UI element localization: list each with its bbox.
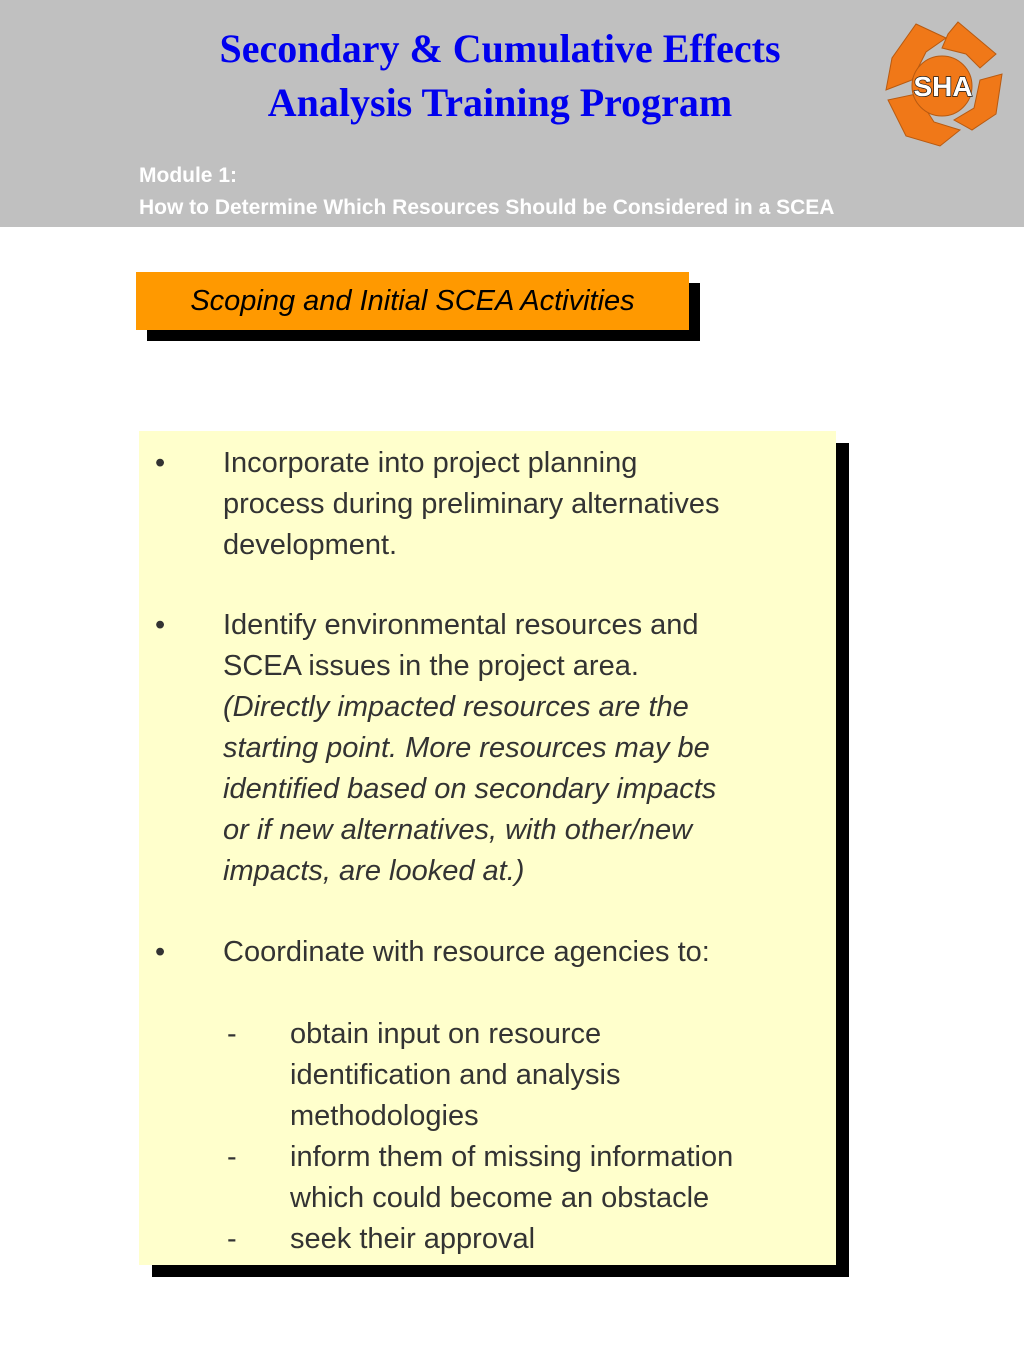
title-line-2: Analysis Training Program xyxy=(267,80,733,125)
bullet-2-note-line-2: starting point. More resources may be xyxy=(223,732,710,764)
bullet-3-line-1: Coordinate with resource agencies to: xyxy=(223,936,710,968)
sub-item-1-line-3: methodologies xyxy=(290,1100,479,1132)
bullet-2-line-2: SCEA issues in the project area. xyxy=(223,650,639,682)
content-box xyxy=(139,431,836,1265)
bullet-2-line-1: Identify environmental resources and xyxy=(223,609,699,641)
bullet-2-note-line-5: impacts, are looked at.) xyxy=(223,855,525,887)
sub-item-1-line-2: identification and analysis xyxy=(290,1059,621,1091)
slide-header xyxy=(0,0,1024,227)
module-subtitle xyxy=(139,160,834,224)
sub-item-1-line-1: obtain input on resource xyxy=(290,1018,602,1050)
bullet-marker: • xyxy=(155,609,166,641)
dash-marker: - xyxy=(227,1223,237,1255)
bullet-1-line-1: Incorporate into project planning xyxy=(223,447,638,479)
bullet-2-note-line-3: identified based on secondary impacts xyxy=(223,773,717,805)
sub-item-3-line-1: seek their approval xyxy=(290,1223,536,1255)
slide-title xyxy=(130,22,870,130)
section-title: Scoping and Initial SCEA Activities xyxy=(136,272,689,330)
module-topic: How to Determine Which Resources Should be Considered in a SCEA xyxy=(139,196,835,219)
dash-marker: - xyxy=(227,1141,237,1173)
sha-logo-icon xyxy=(876,18,1006,150)
bullet-2-note-line-4: or if new alternatives, with other/new xyxy=(223,814,693,846)
bullet-1-line-3: development. xyxy=(223,529,398,561)
sub-item-2-line-2: which could become an obstacle xyxy=(290,1182,710,1214)
sub-item-2-line-1: inform them of missing information xyxy=(290,1141,734,1173)
bullet-marker: • xyxy=(155,447,166,479)
bullet-1-line-2: process during preliminary alternatives xyxy=(223,488,720,520)
bullet-2-note-line-1: (Directly impacted resources are the xyxy=(223,691,689,723)
module-number: Module 1: xyxy=(139,164,237,187)
bullet-marker: • xyxy=(155,936,166,968)
dash-marker: - xyxy=(227,1018,237,1050)
logo-text: SHA xyxy=(913,71,973,102)
title-line-1: Secondary & Cumulative Effects xyxy=(219,26,781,71)
